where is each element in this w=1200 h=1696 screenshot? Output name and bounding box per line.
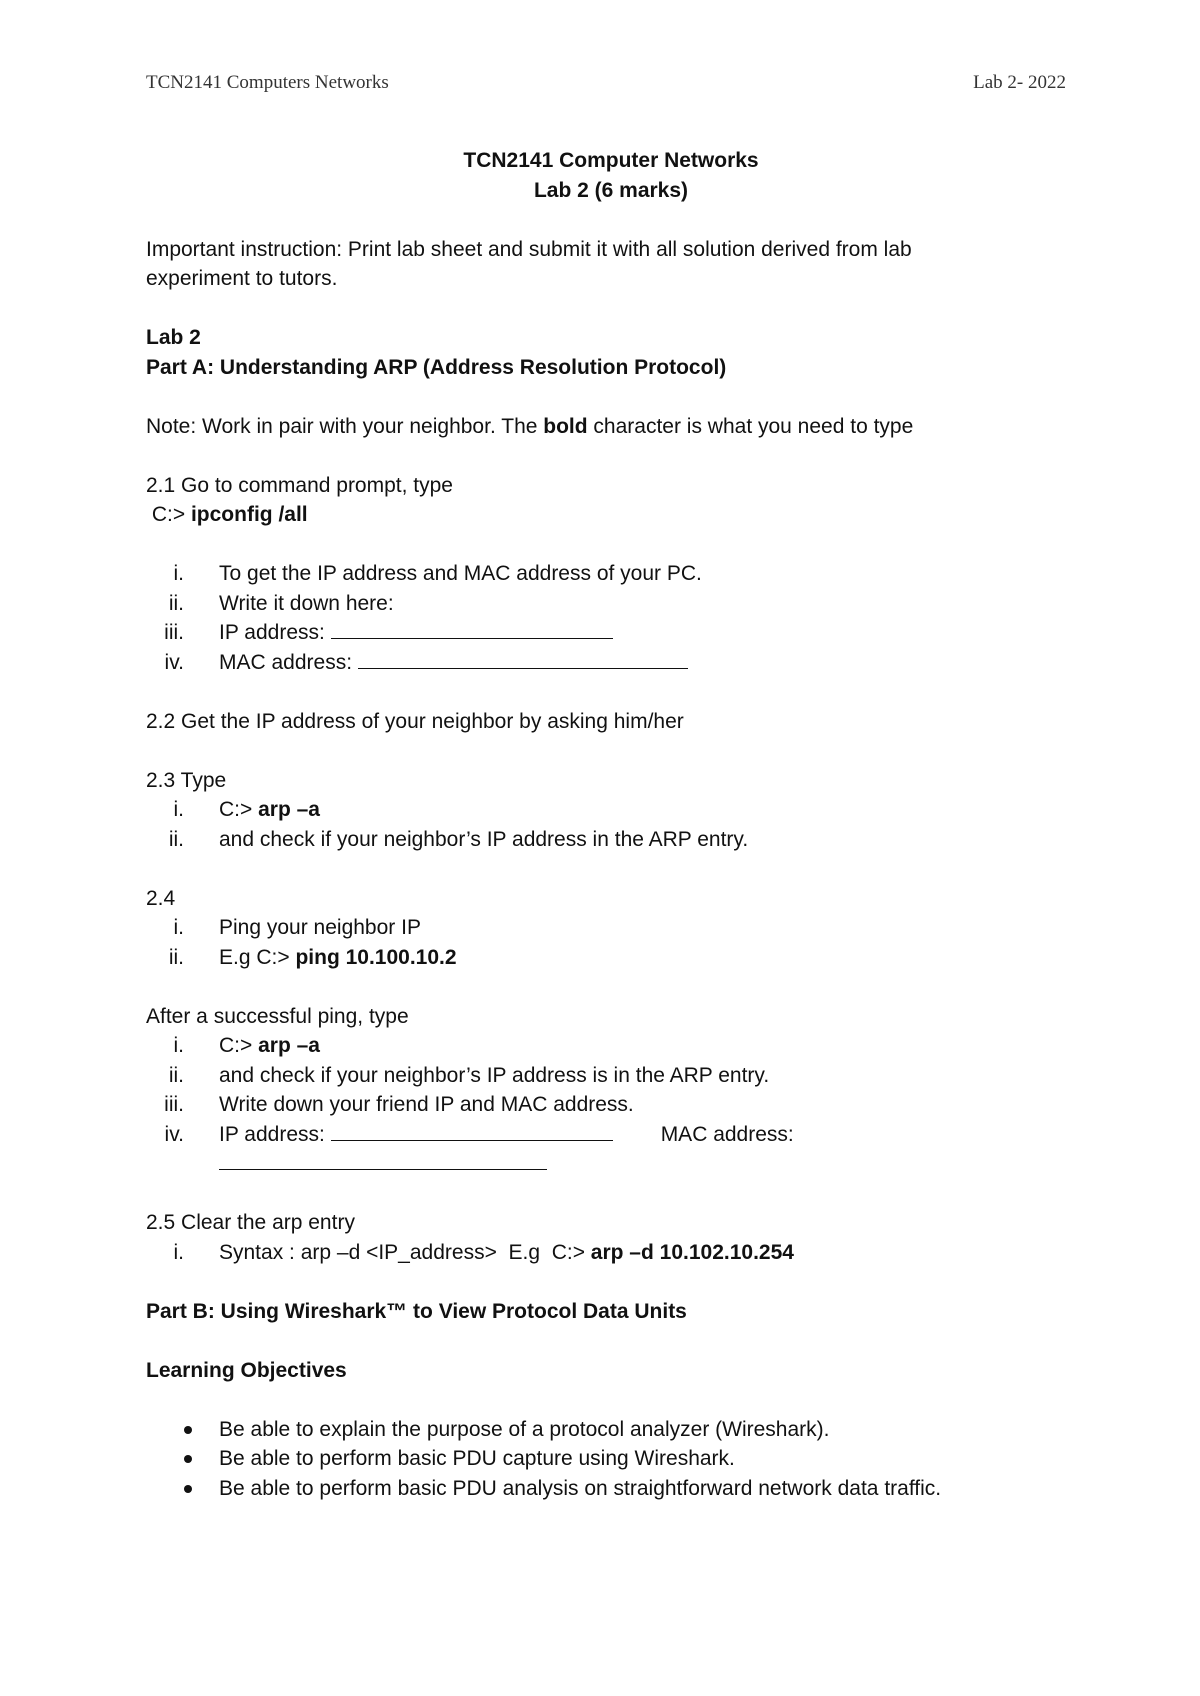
- section-2-2: 2.2 Get the IP address of your neighbor by asking him/her: [146, 709, 684, 733]
- list-text: Be able to explain the purpose of a protocol analyzer (Wireshark).: [219, 1417, 830, 1441]
- cmd-prefix: C:>: [219, 1034, 259, 1057]
- list-text: Write down your friend IP and MAC address.: [219, 1093, 634, 1116]
- list-item: [146, 648, 1076, 678]
- bullet-icon: [184, 1426, 192, 1434]
- section-2-1-list: [146, 559, 1076, 677]
- list-num: ii.: [168, 1063, 184, 1087]
- list-text: MAC address:: [660, 1122, 794, 1146]
- list-num: i.: [173, 1034, 184, 1057]
- list-item: [146, 1444, 1076, 1474]
- list-item: [146, 559, 1076, 589]
- section-2-5-heading: 2.5 Clear the arp entry: [146, 1211, 355, 1234]
- list-num: ii.: [168, 945, 184, 969]
- cmd-arp-delete: arp –d 10.102.10.254: [590, 1240, 794, 1264]
- friend-ip-blank[interactable]: [331, 1120, 613, 1141]
- bullet-icon: [184, 1455, 192, 1463]
- list-num: i.: [173, 562, 184, 585]
- cmd-ping: ping 10.100.10.2: [295, 945, 457, 969]
- objectives-list: [146, 1415, 1076, 1504]
- part-a-title: Part A: Understanding ARP (Address Resolution Protocol): [146, 355, 727, 379]
- section-2-1-heading: 2.1 Go to command prompt, type: [146, 473, 453, 497]
- section-2-4-heading: 2.4: [146, 886, 176, 910]
- list-item: [146, 618, 1076, 648]
- list-text: Be able to perform basic PDU analysis on straightforward network data traffic.: [219, 1476, 942, 1500]
- list-text: IP address:: [219, 621, 331, 644]
- part-b-title: Part B: Using Wireshark™ to View Protocol Data Units: [146, 1299, 687, 1323]
- list-item: [146, 1120, 1076, 1150]
- learning-objectives-title: Learning Objectives: [146, 1358, 347, 1382]
- list-item: [146, 795, 1076, 825]
- list-text: MAC address:: [219, 650, 358, 674]
- list-text: and check if your neighbor’s IP address is in the ARP entry.: [219, 1063, 770, 1087]
- list-text: Ping your neighbor IP: [219, 916, 421, 939]
- cmd-ipconfig: ipconfig /all: [190, 503, 308, 526]
- ip-address-blank[interactable]: [331, 618, 613, 639]
- instruction-line-1: Important instruction: Print lab sheet and submit it with all solution derived from lab: [146, 237, 912, 261]
- list-num: ii.: [168, 827, 184, 851]
- cmd-prefix: C:>: [151, 503, 191, 526]
- list-text: IP address:: [219, 1122, 331, 1146]
- after-ping-heading: After a successful ping, type: [146, 1004, 409, 1028]
- list-num: iv.: [164, 1122, 184, 1146]
- cmd-arp: arp –a: [258, 798, 320, 821]
- list-num: iii.: [164, 1093, 184, 1116]
- list-item: [146, 943, 1076, 973]
- list-text: and check if your neighbor’s IP address in the ARP entry.: [219, 827, 749, 851]
- list-item: [146, 1474, 1076, 1504]
- cmd-prefix: E.g C:>: [219, 945, 296, 969]
- note-bold: bold: [543, 414, 588, 438]
- list-item: [146, 1061, 1076, 1091]
- list-item: [146, 1238, 1076, 1268]
- list-item: [146, 1031, 1076, 1061]
- mac-address-blank[interactable]: [358, 648, 688, 669]
- list-text: Be able to perform basic PDU capture using Wireshark.: [219, 1447, 735, 1470]
- list-num: iii.: [164, 621, 184, 644]
- section-2-1-command: [146, 500, 1076, 530]
- header-lab: Lab 2- 2022: [973, 72, 1066, 93]
- list-num: i.: [173, 1240, 184, 1264]
- note-pre: Note: Work in pair with your neighbor. The: [146, 414, 544, 438]
- list-num: i.: [173, 916, 184, 939]
- header-course: TCN2141 Computers Networks: [146, 72, 389, 93]
- page-title: TCN2141 Computer Networks: [463, 149, 759, 172]
- note: [146, 412, 1076, 442]
- lab-sheet-body: [146, 146, 1076, 1503]
- list-text: To get the IP address and MAC address of your PC.: [219, 562, 702, 585]
- list-num: iv.: [164, 650, 184, 674]
- cmd-arp: arp –a: [258, 1034, 320, 1057]
- list-item: [146, 1415, 1076, 1445]
- list-item: [146, 1149, 1076, 1179]
- list-num: ii.: [168, 591, 184, 615]
- cmd-prefix: C:>: [219, 798, 259, 821]
- list-item: [146, 913, 1076, 943]
- instruction-line-2: experiment to tutors.: [146, 267, 338, 290]
- note-post: character is what you need to type: [587, 414, 914, 438]
- section-2-3-heading: 2.3 Type: [146, 768, 227, 792]
- page-subtitle: Lab 2 (6 marks): [533, 178, 689, 202]
- list-num: i.: [173, 798, 184, 821]
- list-item: [146, 825, 1076, 855]
- bullet-icon: [184, 1485, 192, 1493]
- list-text: Write it down here:: [219, 591, 394, 615]
- list-item: [146, 1090, 1076, 1120]
- list-item: [146, 589, 1076, 619]
- friend-mac-blank[interactable]: [219, 1149, 547, 1170]
- list-text: Syntax : arp –d <IP_address> E.g C:>: [219, 1240, 591, 1264]
- lab-label: Lab 2: [146, 326, 201, 349]
